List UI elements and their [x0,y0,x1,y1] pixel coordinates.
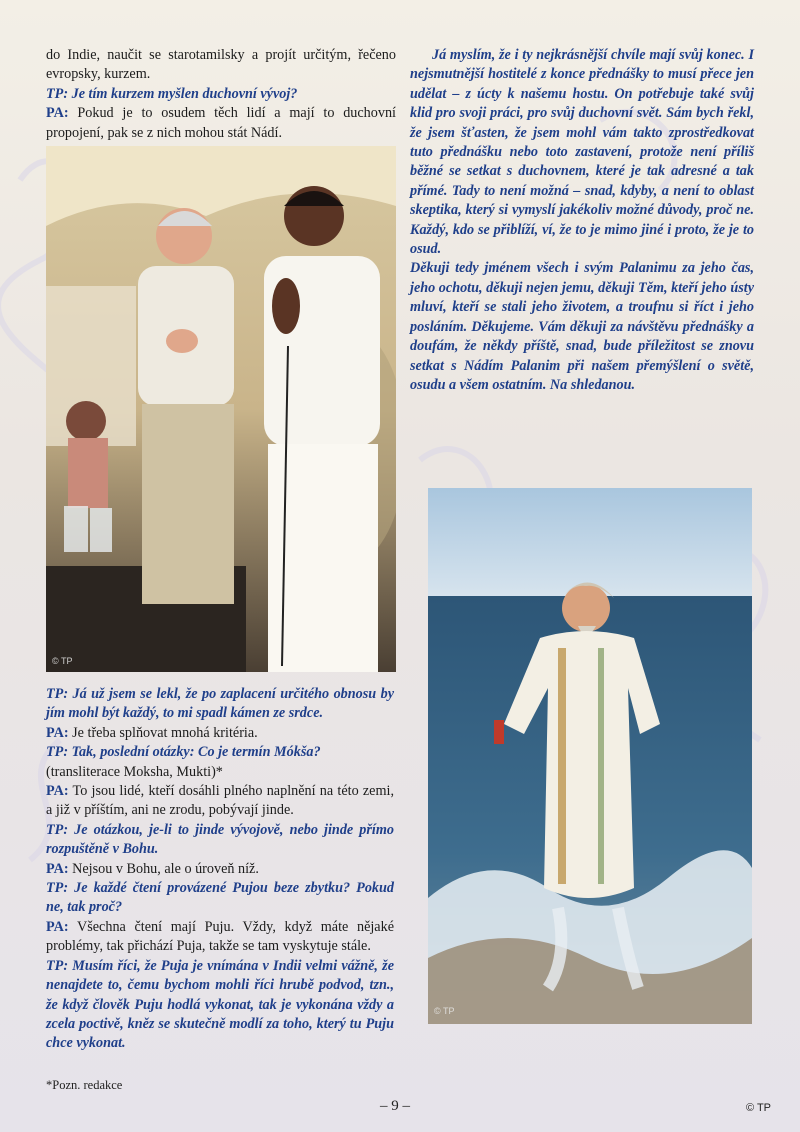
question: TP: Musím říci, že Puja je vnímána v Indii velmi vážně, že nenajdete to, čemu bychom mohli říci hrubě podvod, tzn., že když člověk Puju hodlá vykonat, tak je vykonána vždy a zcela poctivě, kněz se skutečně modlí za toho, který tu Puju chce vykonat. [46,957,394,1052]
answer-label: PA: [46,918,69,935]
page-number: – 9 – [380,1098,410,1114]
answer-label: PA: [46,860,69,877]
question: TP: Je tím kurzem myšlen duchovní vývoj? [46,85,298,102]
answer [46,918,394,957]
answer [46,782,394,821]
answer-text: Pokud je to osudem těch lidí a mají to duchovní propojení, pak se z nich mohou stát Nádí. [46,105,396,141]
thanks-paragraph: Děkuji tedy jménem všech i svým Palanimu za jeho čas, jeho ochotu, děkuji nejen jemu, děkuji Těm, kteří jeho ústy mluví, kteří se stali jeho životem, a troufnu si říct i jeho posláním. Děkujeme. Vám děkuji za návštěvu přednášky a doufám, že někdy příště, snad, bude příležitost se znovu setkat s Nádím Palanim při našem přemýšlení o světě, osudu a všem ostatním. Na shledanou. [410,260,754,393]
photo-credit: © TP [52,656,73,666]
paragraph: do Indie, naučit se starotamilsky a projít určitým, řečeno evropsky, kurzem. [46,47,396,83]
question: TP: Tak, poslední otázky: Co je termín Mókša? [46,744,321,761]
photo-two-men [46,146,396,672]
closing-paragraph: Já myslím, že i ty nejkrásnější chvíle mají svůj konec. I nejsmutnější hostitelé z konce přednášky to musí přece jen udělat – z úcty k našemu hostu. On potřebuje také svůj klid pro svoji práci, pro svůj duchovní svět. Sám bych řekl, že jsem šťasten, že jsem mohl vám takto zprostředkovat tuto přednášku nebo toto zastavení, protože není příliš běžné se setkat s duchovnem, které je tak adresné a tak přímé. Tady to není možná – snad, kdyby, a není to oblast skeptika, který si vymyslí jakékoliv možné důvody, proč ne. Každý, kdo se přiblíží, ví, že to je mimo jiné i proto, že je to osud. [410,47,754,258]
photo-man-in-sea [428,488,752,1024]
question: TP: Je každé čtení provázené Pujou beze zbytku? Pokud ne, tak proč? [46,880,394,916]
right-column-top [410,46,754,395]
question: TP: Je otázkou, je-li to jinde vývojově, nebo jinde přímo rozpuštěně v Bohu. [46,821,394,858]
answer-label: PA: [46,724,69,741]
left-column-top [46,46,396,143]
answer-text: Všechna čtení mají Puju. Vždy, když máte nějaké problémy, tak přichází Puja, takže se tam vyskytuje stále. [46,918,394,955]
answer [46,724,394,743]
photo-credit: © TP [434,1006,455,1016]
answer [46,860,394,879]
footnote: *Pozn. redakce [46,1078,123,1092]
answer-text: To jsou lidé, kteří dosáhli plného naplnění na této zemi, a již v příštím, ani ne zrodu, pobývají jinde. [46,783,394,819]
question: TP: Já už jsem se lekl, že po zaplacení určitého obnosu by jím mohl být každý, to mi spadl kámen ze srdce. [46,686,394,722]
transliteration-note: (transliterace Moksha, Mukti)* [46,763,223,780]
answer-text: Nejsou v Bohu, ale o úroveň níž. [68,860,259,877]
corner-credit: © TP [746,1102,772,1114]
answer-label: PA: [46,783,69,800]
answer-label: PA: [46,105,69,122]
answer [46,104,396,143]
left-column-bottom [46,685,394,1054]
answer-text: Je třeba splňovat mnohá kritéria. [68,724,258,741]
